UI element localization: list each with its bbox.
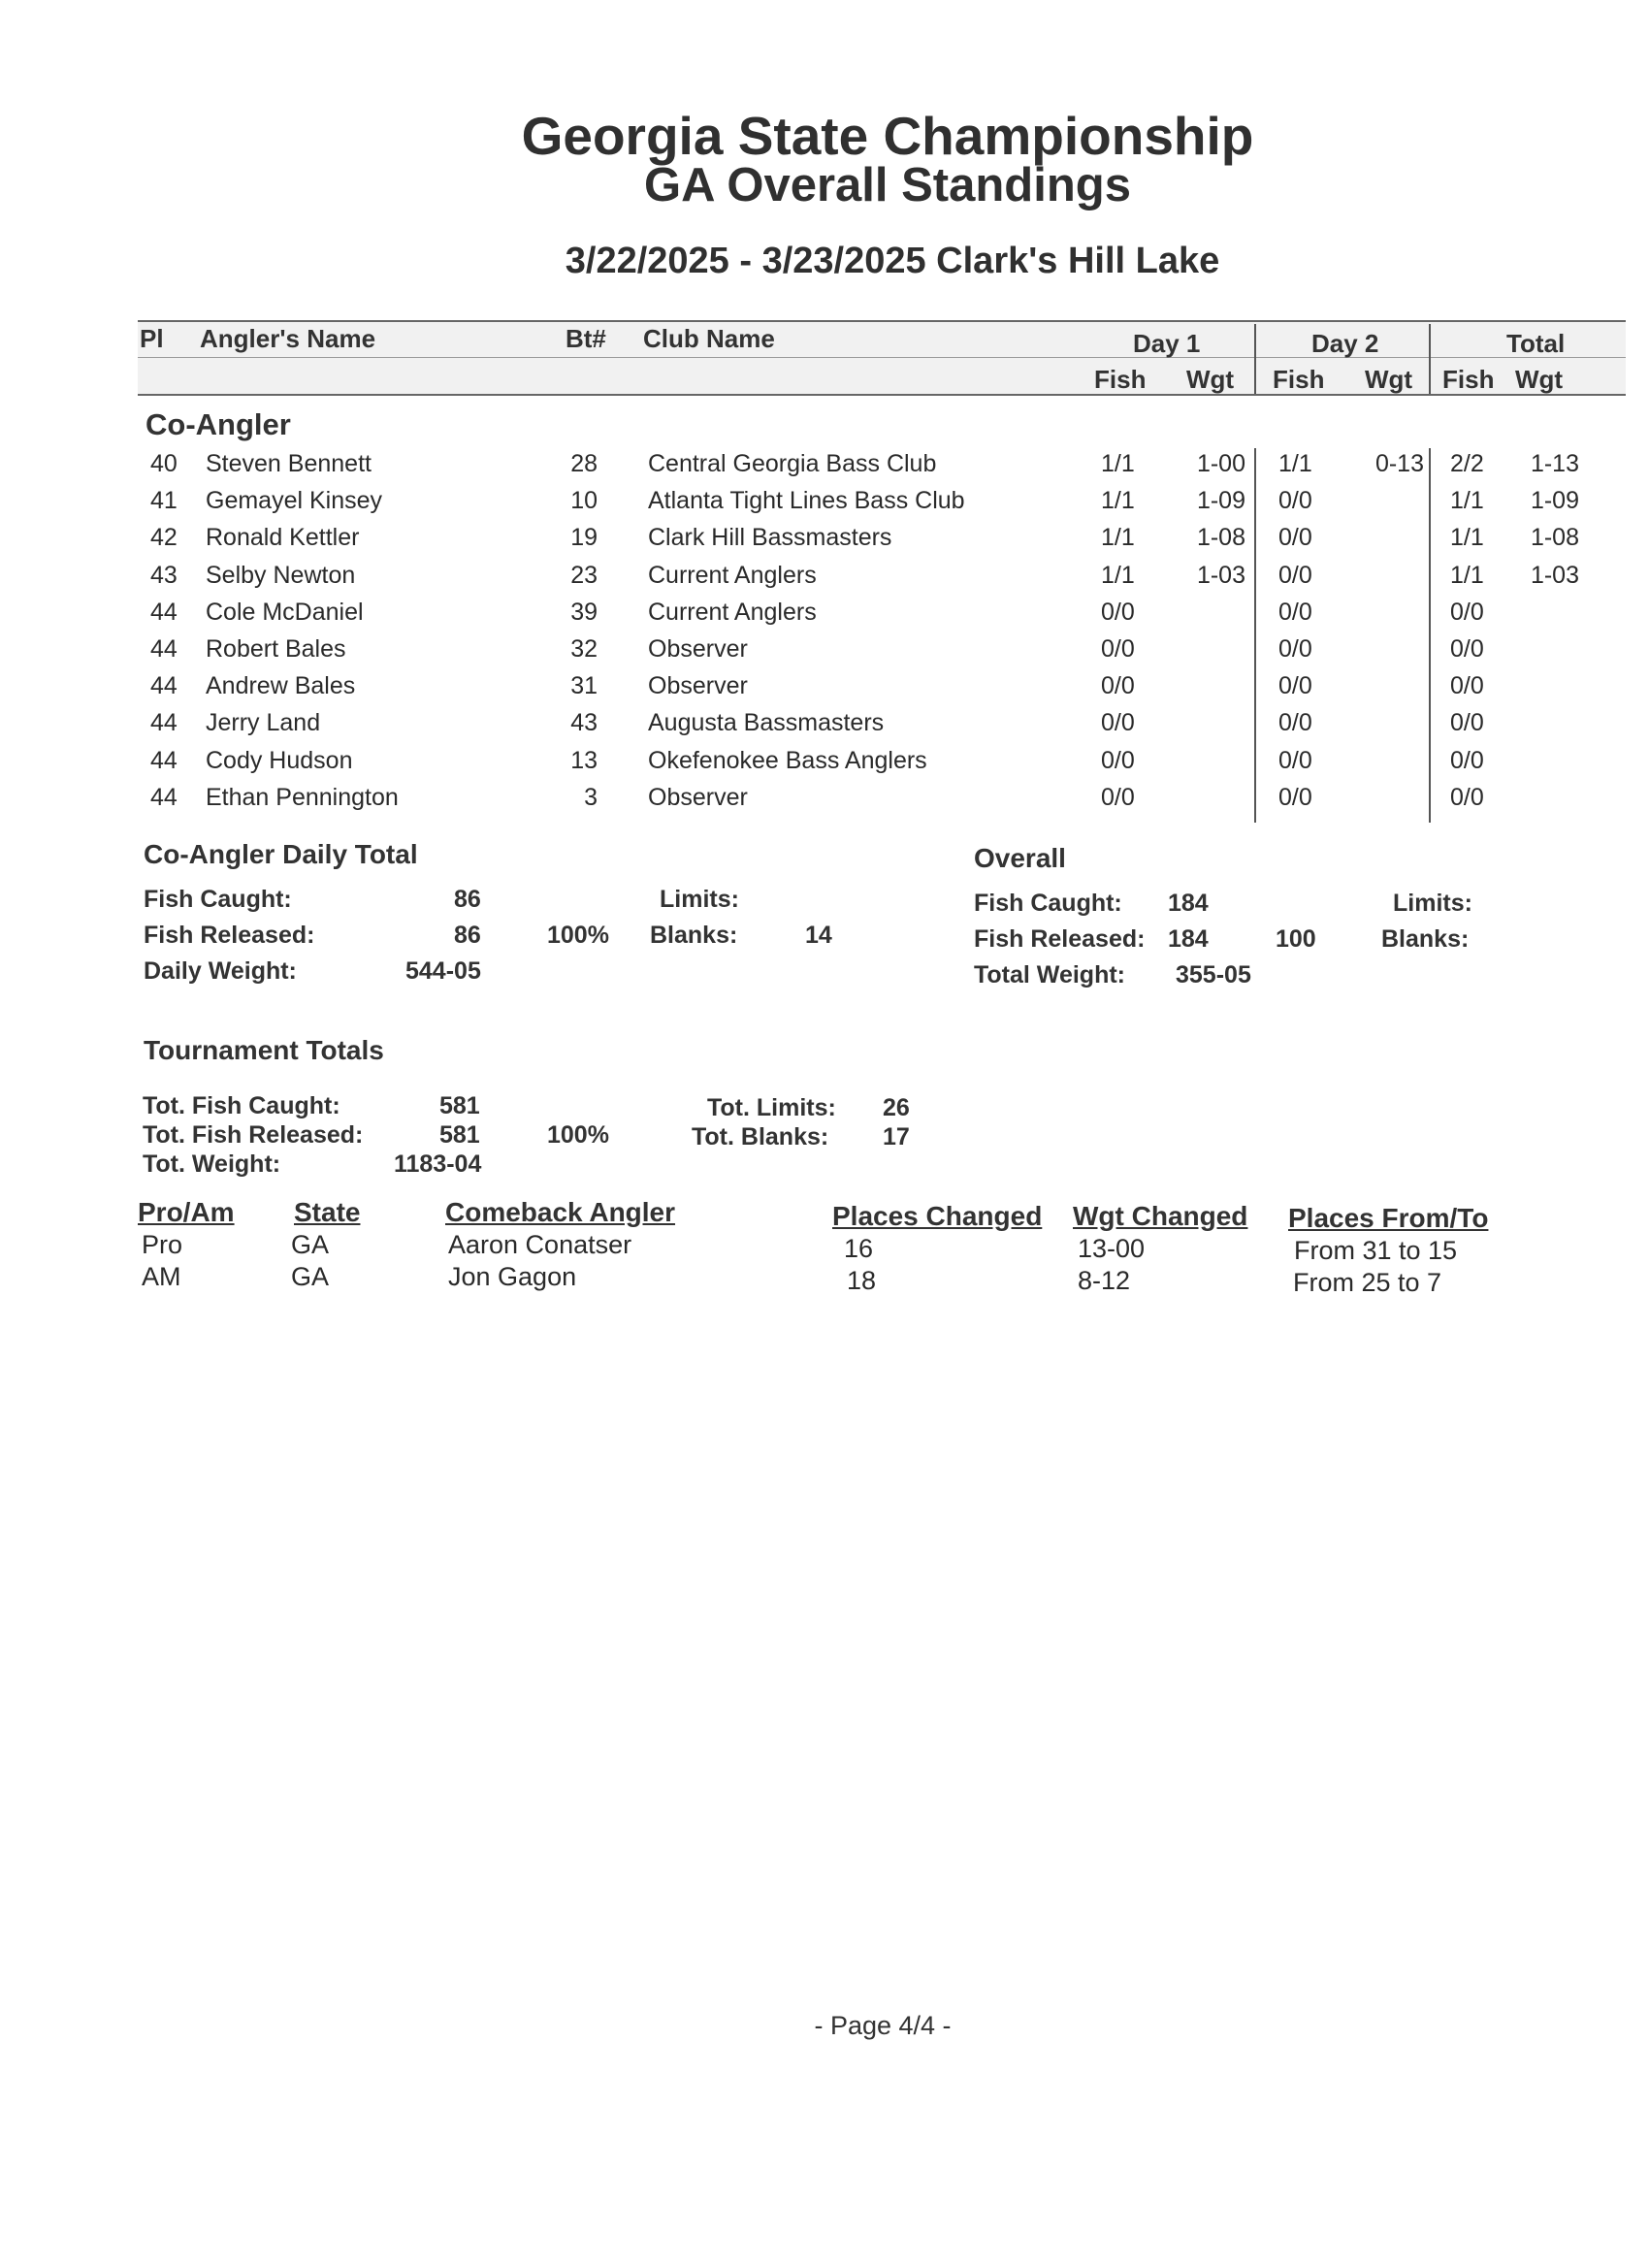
cell-t-fish: 0/0 (1450, 783, 1484, 811)
tot-limits-label: Tot. Limits: (707, 1094, 836, 1121)
tot-blanks-value: 17 (883, 1123, 910, 1150)
cell-club: Central Georgia Bass Club (648, 450, 937, 477)
table-row (0, 524, 1649, 561)
col-header-d1-wgt: Wgt (1186, 365, 1235, 394)
cell-t-wgt: 1-03 (1530, 561, 1579, 589)
daily-limits-label: Limits: (660, 886, 739, 913)
header-mid-rule (138, 357, 1626, 358)
table-row (0, 450, 1649, 487)
col-header-boat: Bt# (566, 324, 606, 353)
cell-d2-fish: 0/0 (1278, 524, 1312, 552)
cell-name: Robert Bales (206, 635, 346, 663)
cell-t-wgt: 1-13 (1530, 450, 1579, 477)
cell-name: Ethan Pennington (206, 783, 399, 811)
col-header-name: Angler's Name (200, 324, 376, 353)
cell-pl: 44 (150, 783, 178, 811)
cell-d2-fish: 0/0 (1278, 635, 1312, 663)
cell-d1-wgt: 1-09 (1196, 487, 1245, 515)
comeback-row-1-places-changed: 18 (847, 1266, 877, 1295)
comeback-header-angler: Comeback Angler (445, 1197, 676, 1227)
tot-weight-label: Tot. Weight: (143, 1150, 281, 1178)
cell-t-fish: 0/0 (1450, 635, 1484, 663)
tournament-totals-title: Tournament Totals (144, 1035, 384, 1065)
cell-d1-fish: 1/1 (1101, 561, 1135, 589)
cell-d2-fish: 0/0 (1278, 783, 1312, 811)
col-header-total: Total (1506, 329, 1566, 358)
daily-total-title: Co-Angler Daily Total (144, 839, 418, 869)
cell-name: Gemayel Kinsey (206, 487, 383, 515)
cell-name: Andrew Bales (206, 672, 356, 700)
cell-pl: 44 (150, 672, 178, 700)
table-row (0, 747, 1649, 784)
col-header-d1-fish: Fish (1094, 365, 1147, 394)
cell-d1-fish: 0/0 (1101, 635, 1135, 663)
daily-weight-value: 544-05 (405, 957, 481, 985)
col-header-total-wgt: Wgt (1515, 365, 1564, 394)
tot-released-percent: 100% (547, 1121, 609, 1149)
cell-d1-fish: 1/1 (1101, 524, 1135, 552)
cell-d1-fish: 0/0 (1101, 746, 1135, 774)
comeback-row-0-places-from-to: From 31 to 15 (1294, 1236, 1458, 1265)
comeback-row-0-places-changed: 16 (844, 1234, 874, 1263)
cell-club: Observer (648, 783, 748, 811)
comeback-row-1-angler: Jon Gagon (448, 1262, 577, 1291)
cell-boat: 39 (570, 598, 598, 626)
report-subtitle: GA Overall Standings (644, 159, 1131, 211)
comeback-row-1-wgt-changed: 8-12 (1078, 1266, 1131, 1295)
overall-title: Overall (974, 843, 1066, 873)
comeback-header-pro-am: Pro/Am (138, 1197, 235, 1227)
cell-boat: 19 (570, 524, 598, 552)
tot-limits-value: 26 (883, 1094, 910, 1121)
table-row (0, 709, 1649, 746)
table-row (0, 784, 1649, 821)
daily-fish-released-value: 86 (454, 922, 481, 949)
cell-boat: 13 (570, 746, 598, 774)
cell-pl: 44 (150, 598, 178, 626)
cell-pl: 40 (150, 450, 178, 477)
cell-t-fish: 2/2 (1450, 450, 1484, 477)
cell-t-fish: 1/1 (1450, 561, 1484, 589)
cell-pl: 44 (150, 746, 178, 774)
col-header-day2: Day 2 (1311, 329, 1379, 358)
col-header-total-fish: Fish (1442, 365, 1495, 394)
comeback-header-state: State (294, 1197, 361, 1227)
cell-d2-fish: 0/0 (1278, 746, 1312, 774)
col-header-day1: Day 1 (1133, 329, 1201, 358)
comeback-row-0-state: GA (291, 1230, 330, 1259)
cell-d2-fish: 0/0 (1278, 709, 1312, 737)
cell-pl: 44 (150, 709, 178, 737)
cell-d1-fish: 1/1 (1101, 487, 1135, 515)
cell-t-fish: 0/0 (1450, 746, 1484, 774)
page-number: - Page 4/4 - (814, 2011, 952, 2040)
tot-weight-value: 1183-04 (394, 1150, 482, 1178)
cell-name: Ronald Kettler (206, 524, 360, 552)
cell-d1-fish: 0/0 (1101, 672, 1135, 700)
cell-boat: 10 (570, 487, 598, 515)
cell-d2-wgt: 0-13 (1374, 450, 1424, 477)
cell-boat: 43 (570, 709, 598, 737)
col-header-club: Club Name (643, 324, 775, 353)
cell-t-wgt: 1-09 (1530, 487, 1579, 515)
cell-t-fish: 1/1 (1450, 487, 1484, 515)
cell-d2-fish: 0/0 (1278, 672, 1312, 700)
overall-total-weight-value: 355-05 (1176, 961, 1251, 988)
cell-d1-fish: 0/0 (1101, 709, 1135, 737)
comeback-row-0-pro-am: Pro (142, 1230, 183, 1259)
day-divider-header (1254, 324, 1256, 394)
cell-d1-fish: 0/0 (1101, 783, 1135, 811)
overall-fish-caught-label: Fish Caught: (974, 890, 1122, 917)
daily-released-percent: 100% (547, 922, 609, 949)
overall-fish-released-value: 184 (1168, 925, 1209, 953)
overall-total-weight-label: Total Weight: (974, 961, 1125, 988)
cell-boat: 28 (570, 450, 598, 477)
cell-club: Okefenokee Bass Anglers (648, 746, 927, 774)
comeback-row-1-state: GA (291, 1262, 330, 1291)
comeback-row-0-wgt-changed: 13-00 (1078, 1234, 1146, 1263)
tot-fish-released-value: 581 (439, 1121, 480, 1149)
tot-fish-released-label: Tot. Fish Released: (143, 1121, 364, 1149)
table-row (0, 562, 1649, 599)
tot-fish-caught-value: 581 (439, 1092, 480, 1119)
cell-d2-fish: 0/0 (1278, 598, 1312, 626)
cell-d1-wgt: 1-03 (1196, 561, 1245, 589)
section-title-co-angler: Co-Angler (146, 407, 291, 441)
cell-t-fish: 0/0 (1450, 672, 1484, 700)
cell-d1-fish: 0/0 (1101, 598, 1135, 626)
cell-name: Jerry Land (206, 709, 321, 737)
cell-club: Atlanta Tight Lines Bass Club (648, 487, 965, 515)
cell-club: Augusta Bassmasters (648, 709, 885, 737)
cell-d2-fish: 1/1 (1278, 450, 1312, 477)
total-divider-header (1429, 324, 1431, 394)
cell-d2-fish: 0/0 (1278, 487, 1312, 515)
overall-released-percent: 100 (1276, 925, 1316, 953)
cell-club: Observer (648, 635, 748, 663)
tot-blanks-label: Tot. Blanks: (692, 1123, 829, 1150)
report-date-location: 3/22/2025 - 3/23/2025 Clark's Hill Lake (565, 241, 1220, 281)
overall-limits-label: Limits: (1393, 890, 1472, 917)
daily-blanks-label: Blanks: (650, 922, 738, 949)
cell-club: Clark Hill Bassmasters (648, 524, 892, 552)
col-header-pl: Pl (140, 324, 164, 353)
cell-pl: 44 (150, 635, 178, 663)
daily-blanks-value: 14 (805, 922, 832, 949)
cell-d1-wgt: 1-08 (1196, 524, 1245, 552)
cell-club: Current Anglers (648, 598, 817, 626)
cell-boat: 32 (570, 635, 598, 663)
daily-fish-caught-value: 86 (454, 886, 481, 913)
cell-t-fish: 0/0 (1450, 709, 1484, 737)
cell-name: Selby Newton (206, 561, 356, 589)
comeback-row-1-places-from-to: From 25 to 7 (1293, 1268, 1442, 1297)
comeback-header-wgt-changed: Wgt Changed (1073, 1201, 1248, 1231)
daily-weight-label: Daily Weight: (144, 957, 297, 985)
cell-boat: 31 (570, 672, 598, 700)
overall-fish-caught-value: 184 (1168, 890, 1209, 917)
cell-pl: 43 (150, 561, 178, 589)
cell-name: Steven Bennett (206, 450, 372, 477)
table-row (0, 635, 1649, 672)
cell-club: Observer (648, 672, 748, 700)
cell-d1-wgt: 1-00 (1196, 450, 1245, 477)
cell-boat: 3 (584, 783, 598, 811)
header-top-rule (138, 320, 1626, 322)
cell-name: Cody Hudson (206, 746, 353, 774)
daily-fish-caught-label: Fish Caught: (144, 886, 292, 913)
table-row (0, 599, 1649, 635)
col-header-d2-wgt: Wgt (1365, 365, 1413, 394)
cell-pl: 42 (150, 524, 178, 552)
comeback-row-1-pro-am: AM (142, 1262, 181, 1291)
table-row (0, 487, 1649, 524)
comeback-header-places-changed: Places Changed (832, 1201, 1043, 1231)
cell-t-fish: 1/1 (1450, 524, 1484, 552)
table-row (0, 672, 1649, 709)
col-header-d2-fish: Fish (1273, 365, 1325, 394)
comeback-row-0-angler: Aaron Conatser (448, 1230, 632, 1259)
overall-fish-released-label: Fish Released: (974, 925, 1146, 953)
cell-t-wgt: 1-08 (1530, 524, 1579, 552)
cell-boat: 23 (570, 561, 598, 589)
tot-fish-caught-label: Tot. Fish Caught: (143, 1092, 340, 1119)
report-title: Georgia State Championship (521, 106, 1254, 166)
cell-t-fish: 0/0 (1450, 598, 1484, 626)
cell-d2-fish: 0/0 (1278, 561, 1312, 589)
overall-blanks-label: Blanks: (1381, 925, 1470, 953)
cell-club: Current Anglers (648, 561, 817, 589)
cell-name: Cole McDaniel (206, 598, 364, 626)
comeback-header-places-from-to: Places From/To (1288, 1203, 1489, 1233)
cell-pl: 41 (150, 487, 178, 515)
cell-d1-fish: 1/1 (1101, 450, 1135, 477)
daily-fish-released-label: Fish Released: (144, 922, 315, 949)
